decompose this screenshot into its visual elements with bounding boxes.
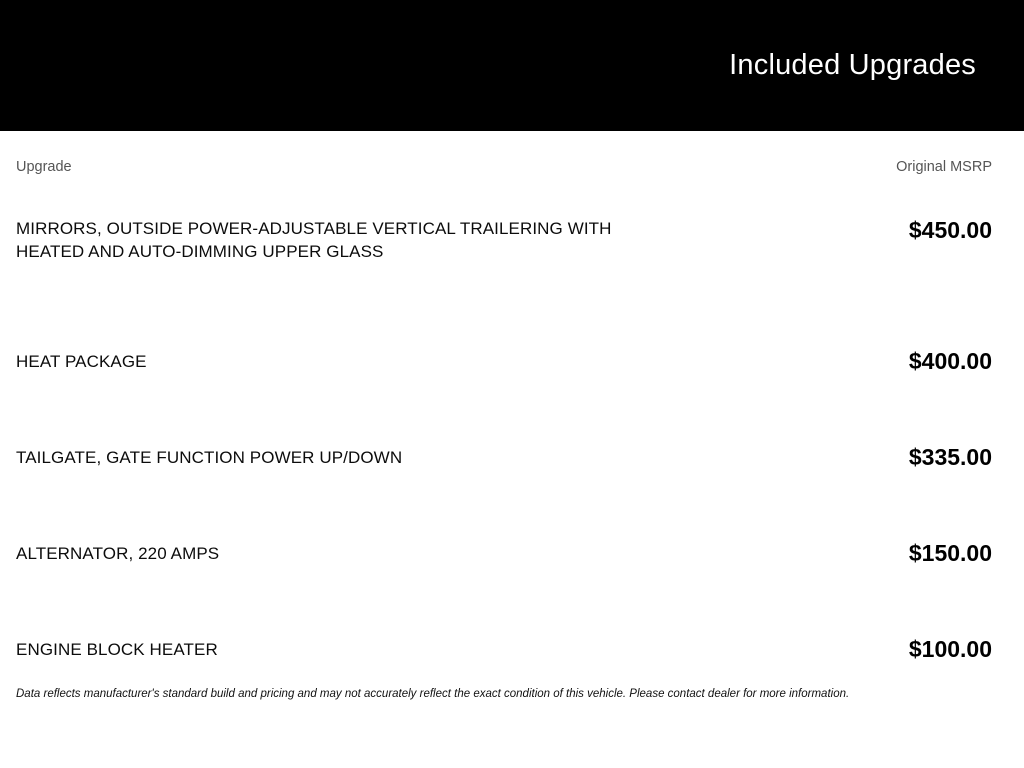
upgrade-name: ENGINE BLOCK HEATER: [16, 640, 218, 659]
page-title: Included Upgrades: [729, 48, 976, 81]
column-header-upgrade: Upgrade: [16, 159, 72, 175]
upgrade-price: $400.00: [908, 348, 992, 374]
table-row: [16, 565, 992, 661]
table-row: [16, 373, 992, 469]
upgrades-table: [0, 131, 1024, 661]
table-row: [16, 469, 992, 565]
upgrade-price: $450.00: [908, 217, 992, 243]
table-row: [16, 277, 992, 373]
table-header-row: [16, 131, 992, 181]
upgrade-name: MIRRORS, OUTSIDE POWER-ADJUSTABLE VERTICAL TRAILERING WITH HEATED AND AUTO-DIMMING UPPER GLASS: [16, 219, 612, 261]
table-row: [16, 181, 992, 277]
upgrade-name: ALTERNATOR, 220 AMPS: [16, 544, 220, 563]
upgrade-name: TAILGATE, GATE FUNCTION POWER UP/DOWN: [16, 448, 403, 467]
page-header: [0, 0, 1024, 131]
disclaimer-text: Data reflects manufacturer's standard build and pricing and may not accurately reflect the exact condition of this vehicle. Please contact dealer for more information.: [16, 688, 850, 700]
upgrade-price: $335.00: [908, 444, 992, 470]
column-header-msrp: Original MSRP: [896, 159, 992, 175]
upgrade-price: $100.00: [908, 636, 992, 662]
upgrade-name: HEAT PACKAGE: [16, 352, 147, 371]
upgrade-price: $150.00: [908, 540, 992, 566]
